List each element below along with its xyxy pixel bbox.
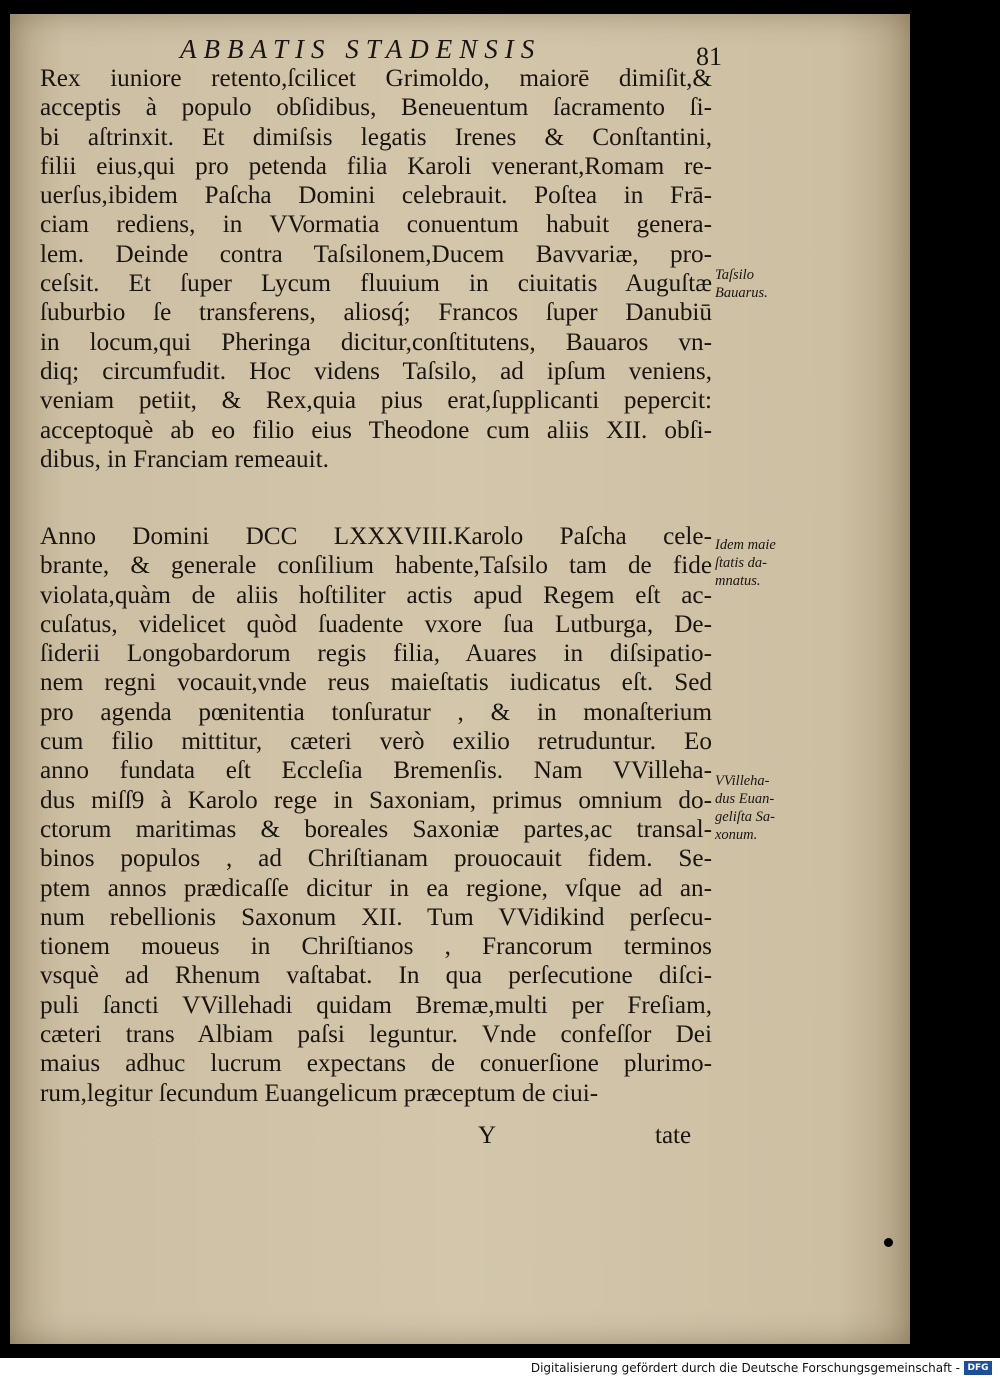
text-line: num rebellionis Saxonum XII. Tum VVidikind perſecu- [40, 903, 712, 931]
dfg-logo-icon: DFG [964, 1361, 992, 1375]
margin-note-line: Bauarus. [715, 285, 768, 301]
text-line: violata,quàm de aliis hoſtiliter actis apud Regem eſt ac- [40, 581, 712, 609]
book-page [10, 14, 910, 1344]
catchword: tate [655, 1122, 692, 1149]
text-line: acceptis à populo obſidibus, Beneuentum ſacramento ſi- [40, 94, 712, 122]
margin-note-line: mnatus. [715, 573, 761, 589]
signature-mark: Y [478, 1122, 497, 1149]
footer-bar [0, 1358, 1000, 1378]
text-line: rum,legitur ſecundum Euangelicum præceptum de ciui- [40, 1079, 599, 1107]
margin-note-line: ſtatis da- [715, 555, 767, 571]
scan-dot [884, 1238, 893, 1247]
text-line: binos populos , ad Chriſtianam prouocauit fidem. Se- [40, 845, 712, 873]
text-line: ctorum maritimas & boreales Saxoniæ partes,ac transal- [40, 815, 712, 843]
text-line: bi aſtrinxit. Et dimiſsis legatis Irenes & Conſtantini, [40, 123, 712, 151]
text-line: pro agenda pœnitentia tonſuratur , & in monaſterium [40, 698, 712, 726]
text-line: tionem moueus in Chriſtianos , Francorum terminos [40, 933, 712, 961]
text-line: lem. Deinde contra Taſsilonem,Ducem Bavvariæ, pro- [40, 240, 712, 268]
text-line: vsquè ad Rhenum vaſtabat. In qua perſecutione diſci- [40, 962, 712, 990]
text-line: cuſatus, videlicet quòd ſuadente vxore ſua Lutburga, De- [40, 610, 712, 638]
text-line: dibus, in Franciam remeauit. [40, 445, 329, 473]
text-line: diq; circumfudit. Hoc videns Taſsilo, ad ipſum veniens, [40, 357, 712, 385]
running-head: ABBATIS STADENSIS [180, 34, 542, 64]
text-line: ſiderii Longobardorum regis filia, Auares in diſsipatio- [40, 640, 712, 668]
footer-credit: Digitalisierung gefördert durch die Deutsche Forschungsgemeinschaft - [530, 1361, 960, 1375]
text-line: nem regni vocauit,vnde reus maieſtatis iudicatus eſt. Sed [40, 669, 712, 697]
text-line: ceſsit. Et ſuper Lycum fluuium in ciuitatis Auguſtæ [40, 270, 712, 298]
paragraph-2 [40, 522, 712, 1108]
text-line: puli ſancti VVillehadi quidam Bremæ,multi per Freſiam, [40, 991, 712, 1019]
text-line: cum filio mittitur, cæteri verò exilio retruduntur. Eo [40, 728, 712, 756]
text-line: filii eius,qui pro petenda filia Karoli venerant,Romam re- [40, 152, 712, 180]
text-line: brante, & generale conſilium habente,Taſsilo tam de fide [40, 552, 712, 580]
margin-note-idem-maiestatis [715, 536, 825, 590]
text-line: acceptoquè ab eo filio eius Theodone cum aliis XII. obſi- [40, 416, 712, 444]
text-line: cæteri trans Albiam paſsi leguntur. Vnde confeſſor Dei [40, 1021, 712, 1049]
margin-note-tassilo [715, 266, 825, 302]
margin-note-line: Idem maie [715, 537, 776, 553]
margin-note-line: dus Euan- [715, 791, 775, 807]
margin-note-line: Taſsilo [715, 267, 754, 283]
text-line: ptem annos prædicaſſe dicitur in ea regione, vſque ad an- [40, 874, 712, 902]
text-line: dus miſſ9 à Karolo rege in Saxoniam, primus omnium do- [40, 786, 712, 814]
text-line: Rex iuniore retento,ſcilicet Grimoldo, maiorē dimiſit,& [40, 65, 712, 92]
margin-note-line: geliſta Sa- [715, 809, 776, 825]
page-number: 81 [696, 42, 722, 71]
margin-note-line: xonum. [715, 827, 758, 843]
text-line: ſuburbio ſe transferens, aliosq́; Francos ſuper Danubiū [40, 299, 712, 327]
text-line: maius adhuc lucrum expectans de conuerſione plurimo- [40, 1050, 712, 1078]
paragraph-1 [40, 64, 712, 474]
text-line: veniam petiit, & Rex,quia pius erat,ſupplicanti pepercit: [40, 387, 712, 415]
text-line: uerſus,ibidem Paſcha Domini celebrauit. Poſtea in Frā- [40, 182, 712, 210]
margin-note-villehadus [715, 772, 825, 844]
text-line: Anno Domini DCC LXXXVIII.Karolo Paſcha cele- [40, 523, 712, 550]
margin-note-line: VVilleha- [715, 773, 770, 789]
text-line: in locum,qui Pheringa dicitur,conſtitutens, Bauaros vn- [40, 328, 712, 356]
text-line: ciam rediens, in VVormatia conuentum habuit genera- [40, 211, 712, 239]
text-line: anno fundata eſt Eccleſia Bremenſis. Nam VVilleha- [40, 757, 712, 785]
